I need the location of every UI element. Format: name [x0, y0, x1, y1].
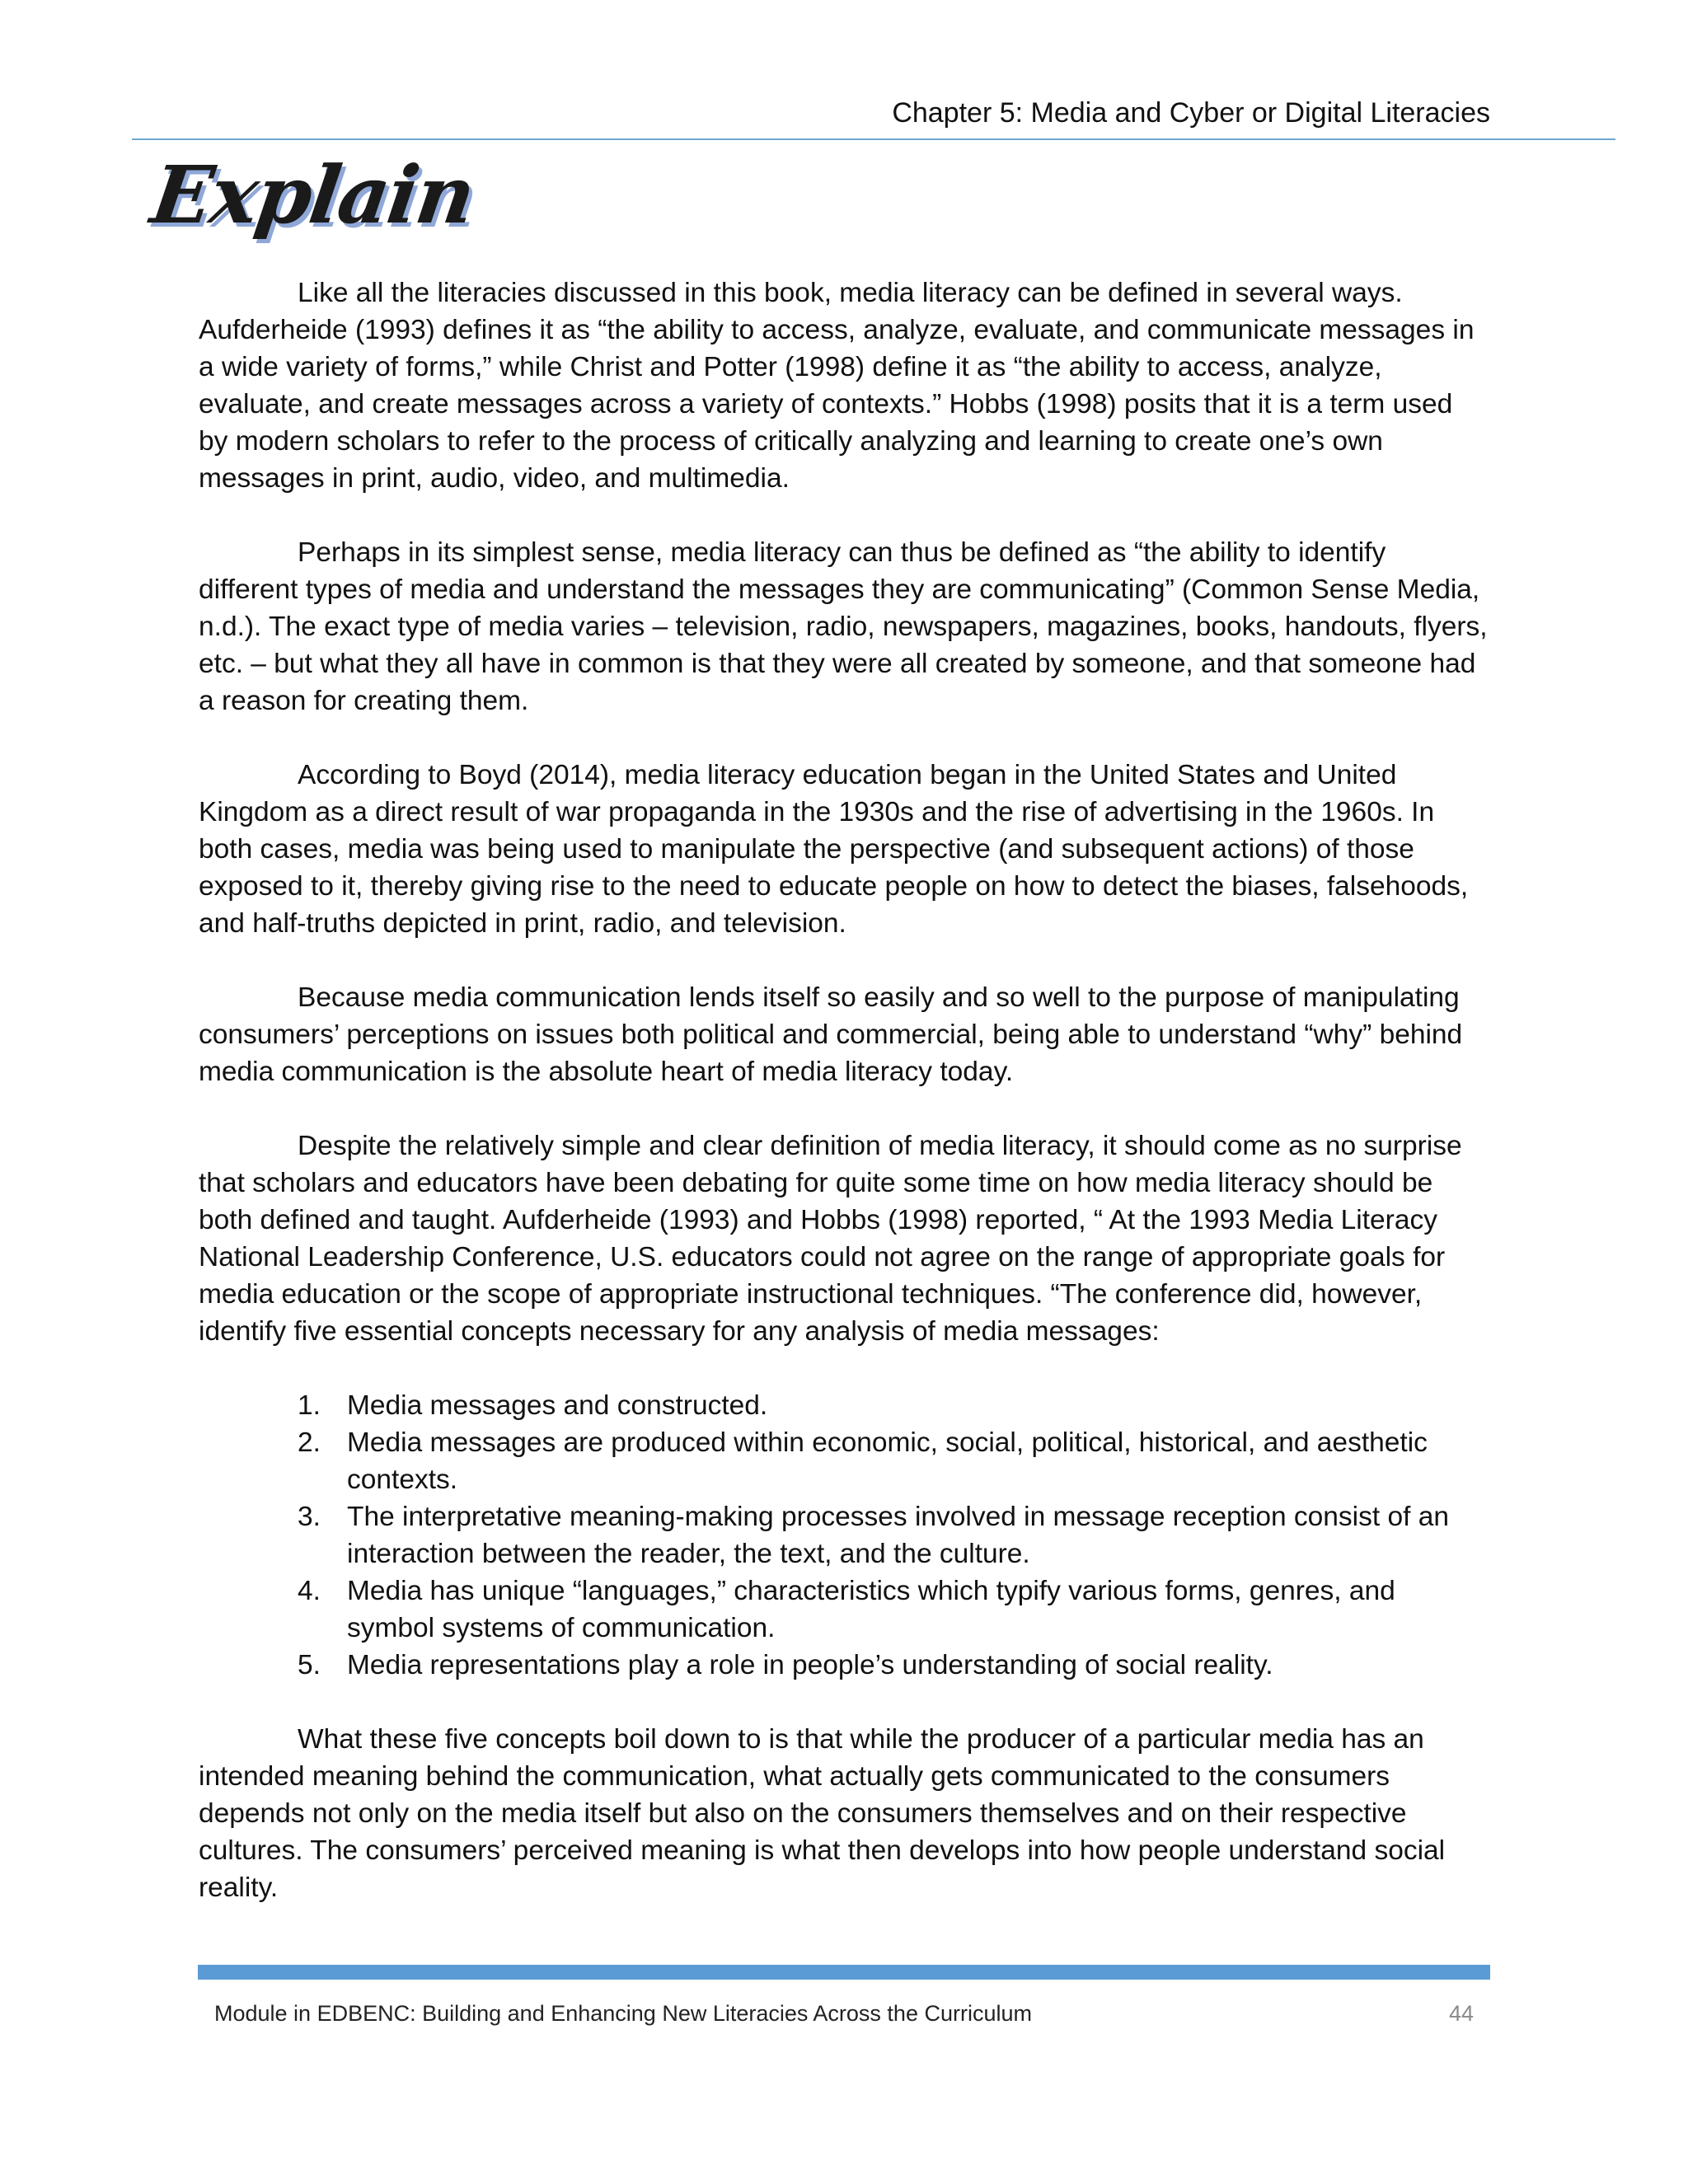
list-item-text: Media messages and constructed. [347, 1390, 768, 1421]
list-item [298, 1572, 1489, 1647]
concepts-list [199, 1387, 1489, 1684]
paragraph-1: Like all the literacies discussed in this book, media literacy can be defined in several ways. Aufderheide (1993) defines it as “the ability to access, analyze, evaluate, and communicate messages in a wide variety of forms,” while Christ and Potter (1998) define it as “the ability to access, analyze, evaluate, and create messages across a variety of contexts.” Hobbs (1998) posits that it is a term used by modern scholars to refer to the process of critically analyzing and learning to create one’s own messages in print, audio, video, and multimedia. [199, 278, 1475, 494]
paragraph-5: Despite the relatively simple and clear definition of media literacy, it should come as no surprise that scholars and educators have been debating for quite some time on how media literacy should be both defined and taught. Aufderheide (1993) and Hobbs (1998) reported, “ At the 1993 Media Literacy National Leadership Conference, U.S. educators could not agree on the range of appropriate goals for media education or the scope of appropriate instructional techniques. “The conference did, however, identify five essential concepts necessary for any analysis of media messages: [199, 1131, 1462, 1347]
body-content [199, 274, 1489, 1943]
header-divider [132, 138, 1615, 140]
list-item-number: 3. [298, 1502, 321, 1532]
list-item-number: 2. [298, 1427, 321, 1458]
page-number: 44 [1448, 2001, 1474, 2026]
list-item-number: 4. [298, 1576, 321, 1606]
list-item [298, 1424, 1489, 1498]
list-item-text: Media has unique “languages,” characteristics which typify various forms, genres, and symbol systems of communication. [347, 1576, 1395, 1643]
list-item [298, 1387, 1489, 1424]
chapter-header: Chapter 5: Media and Cyber or Digital Literacies [892, 97, 1490, 129]
paragraph-2: Perhaps in its simplest sense, media literacy can thus be defined as “the ability to identify different types of media and understand the messages they are communicating” (Common Sense Media, n.d.). The exact type of media varies – television, radio, newspapers, magazines, books, handouts, flyers, etc. – but what they all have in common is that they were all created by someone, and that someone had a reason for creating them. [199, 537, 1488, 716]
section-heading-explain: Explain [146, 148, 480, 241]
list-item [298, 1498, 1489, 1572]
list-item [298, 1647, 1489, 1684]
footer-bar [198, 1965, 1490, 1980]
list-item-number: 1. [298, 1390, 321, 1421]
paragraph-4: Because media communication lends itself so easily and so well to the purpose of manipulating consumers’ perceptions on issues both political and commercial, being able to understand “why” behind media communication is the absolute heart of media literacy today. [199, 982, 1463, 1087]
list-item-text: The interpretative meaning-making processes involved in message reception consist of an interaction between the reader, the text, and the culture. [347, 1502, 1449, 1569]
list-item-number: 5. [298, 1650, 321, 1680]
footer-module-title: Module in EDBENC: Building and Enhancing New Literacies Across the Curriculum [214, 2001, 1032, 2026]
list-item-text: Media messages are produced within economic, social, political, historical, and aesthetic contexts. [347, 1427, 1428, 1495]
paragraph-3: According to Boyd (2014), media literacy education began in the United States and United Kingdom as a direct result of war propaganda in the 1930s and the rise of advertising in the 1960s. In both cases, media was being used to manipulate the perspective (and subsequent actions) of those exposed to it, thereby giving rise to the need to educate people on how to detect the biases, falsehoods, and half-truths depicted in print, radio, and television. [199, 760, 1469, 939]
list-item-text: Media representations play a role in people’s understanding of social reality. [347, 1650, 1273, 1680]
closing-paragraph: What these five concepts boil down to is that while the producer of a particular media has an intended meaning behind the communication, what actually gets communicated to the consumers depends not only on the media itself but also on the consumers themselves and on their respective cultures. The consumers’ perceived meaning is what then develops into how people understand social reality. [199, 1724, 1446, 1903]
